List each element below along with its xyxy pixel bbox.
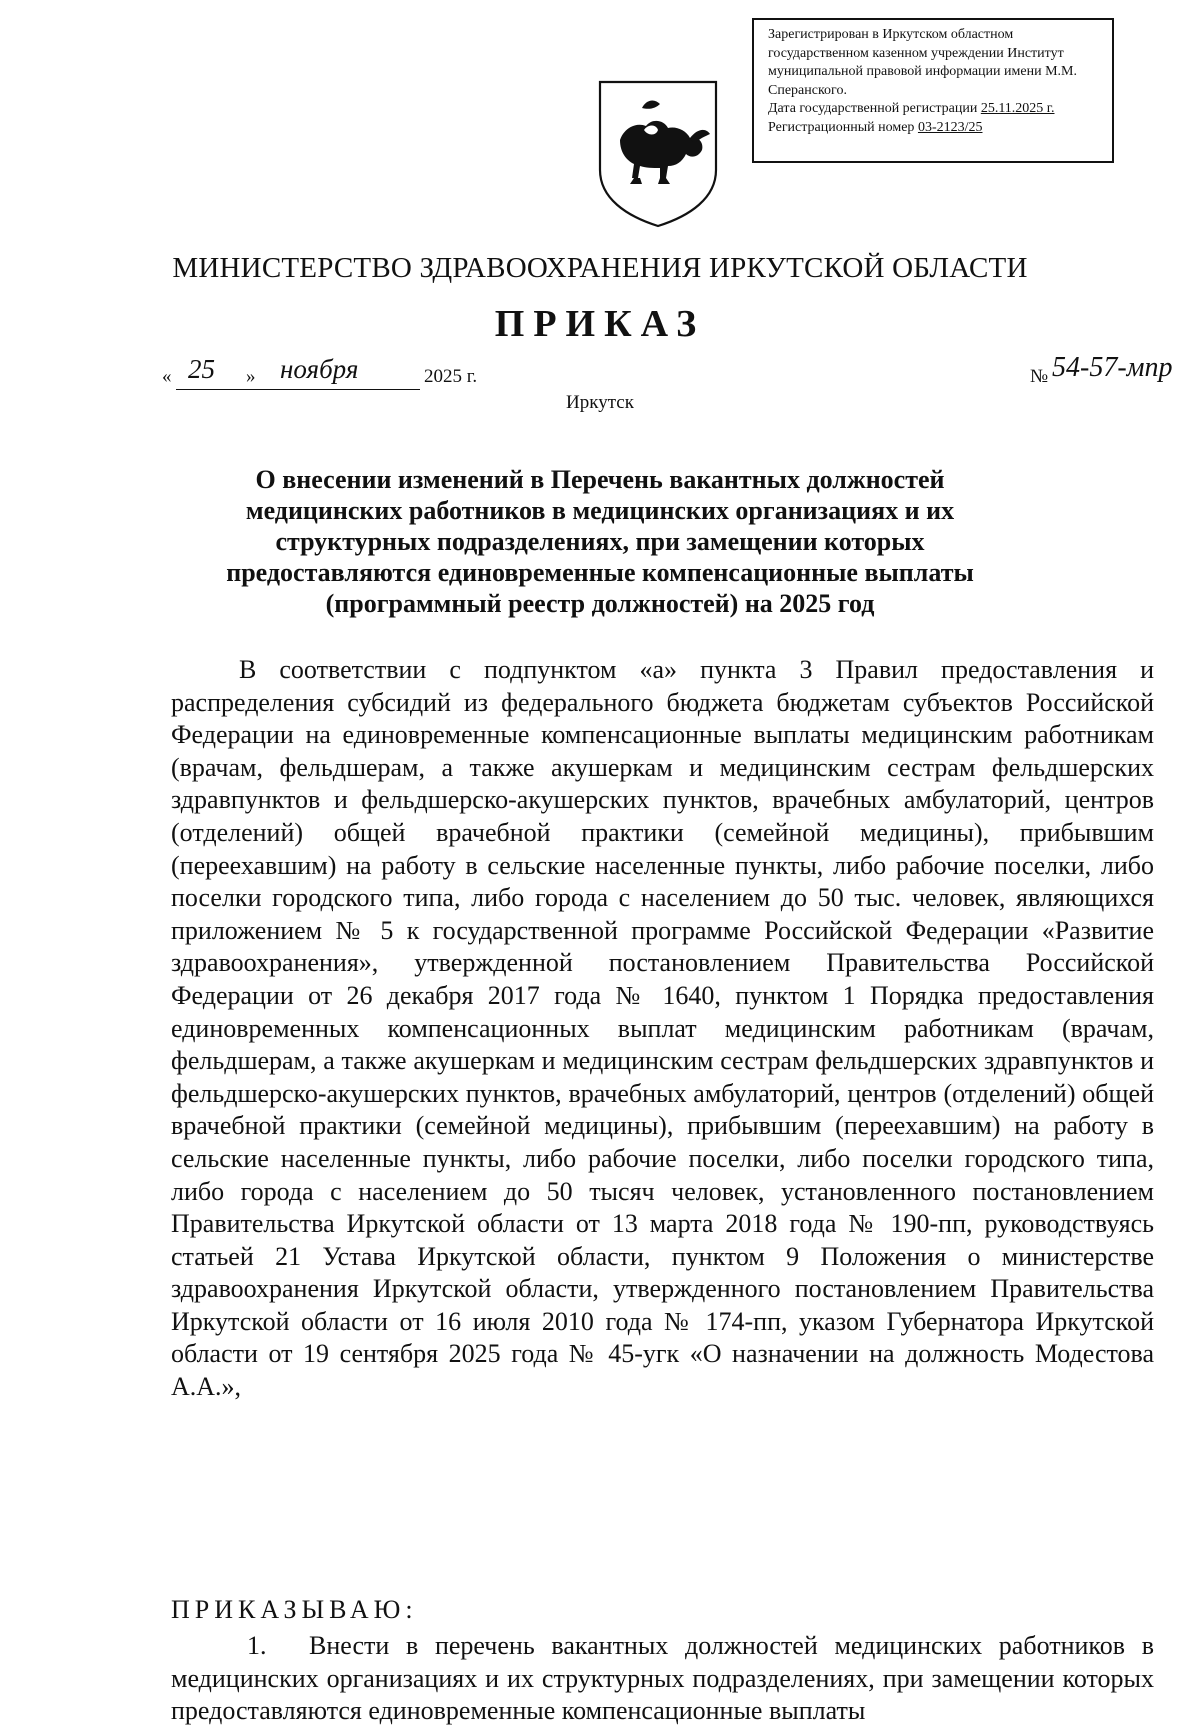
ministry-name: МИНИСТЕРСТВО ЗДРАВООХРАНЕНИЯ ИРКУТСКОЙ ОБЛАСТИ <box>172 252 1028 284</box>
command-word: ПРИКАЗЫВАЮ: <box>171 1595 418 1624</box>
item-1-paragraph <box>171 1630 1154 1728</box>
document-type: ПРИКАЗ <box>494 303 706 345</box>
stamp-reg-date-value: 25.11.2025 г. <box>980 101 1055 116</box>
number-sign: № <box>1030 366 1049 387</box>
coat-of-arms-icon <box>594 78 722 228</box>
stamp-reg-number-label: Регистрационный номер <box>768 119 915 135</box>
date-month-handwritten: ноября <box>280 354 359 384</box>
preamble-paragraph: В соответствии с подпунктом «а» пункта 3 Правил предоставления и распределения субсидий из федерального бюджета бюджетам субъектов Российской Федерации на единовременные компенсационные выплаты медицинским работникам (врачам, фельдшерам, а также акушеркам и медицинским сестрам фельдшерских здравпунктов и фельдшерско-акушерских пунктов, врачебных амбулаторий, центров (отделений) общей врачебной практики (семейной медицины), прибывшим (переехавшим) на работу в сельские населенные пункты, либо рабочие поселки, либо поселки городского типа, либо города с населением до 50 тыс. человек, являющихся приложением № 5 к государственной программе Российской Федерации «Развитие здравоохранения», утвержденной постановлением Правительства Российской Федерации от 26 декабря 2017 года № 1640, пунктом 1 Порядка предоставления единовременных компенсационных выплат медицинским работникам (врачам, фельдшерам, а также акушеркам и медицинским сестрам фельдшерских здравпунктов и фельдшерско-акушерских пунктов, врачебных амбулаторий, центров (отделений) общей врачебной практики (семейной медицины), прибывшим (переехавшим) на работу в сельские населенные пункты, либо рабочие поселки, либо поселки городского типа, либо города с населением до 50 тысяч человек, установленного постановлением Правительства Иркутской области от 13 марта 2018 года № 190-пп, руководствуясь статьей 21 Устава Иркутской области, пунктом 9 Положения о министерстве здравоохранения Иркутской области, утвержденного постановлением Правительства Иркутской области от 16 июля 2010 года № 174-пп, указом Губернатора Иркутской области от 19 сентября 2025 года № 45-угк «О назначении на должность Модестова А.А.», <box>171 655 1154 1402</box>
city-name: Иркутск <box>566 392 634 413</box>
stamp-reg-number-value: 03-2123/25 <box>917 119 983 135</box>
date-close-quote: » <box>246 366 256 387</box>
date-year: 2025 г. <box>424 366 478 387</box>
stamp-reg-date <box>768 100 1102 119</box>
date-underline <box>176 389 420 390</box>
order-number <box>1030 352 1180 392</box>
stamp-line-2: государственном казенном учреждении Институт <box>768 45 1064 61</box>
item-1-number: 1. <box>247 1631 267 1660</box>
stamp-line-3: муниципальной правовой информации имени М.М. <box>768 64 1077 79</box>
stamp-line-1: Зарегистрирован в Иркутском областном <box>768 27 1014 42</box>
order-date <box>162 354 502 392</box>
stamp-line-4: Сперанского. <box>768 82 847 98</box>
registration-stamp <box>752 18 1114 163</box>
stamp-reg-number <box>768 119 1102 138</box>
date-open-quote: « <box>162 366 172 387</box>
stamp-reg-date-label: Дата государственной регистрации <box>768 101 978 116</box>
number-handwritten: 54-57-мпр <box>1052 352 1173 383</box>
document-heading: О внесении изменений в Перечень вакантных должностей медицинских работников в медицинских организациях и их структурных подразделениях, при замещении которых предоставляются единовременные компенсационные выплаты (программный реестр должностей) на 2025 год <box>226 465 974 618</box>
item-1-text: Внести в перечень вакантных должностей медицинских работников в медицинских организациях и их структурных подразделениях, при замещении которых предоставляются единовременные компенсационные выплаты <box>171 1631 1154 1726</box>
date-day-handwritten: 25 <box>188 354 215 384</box>
